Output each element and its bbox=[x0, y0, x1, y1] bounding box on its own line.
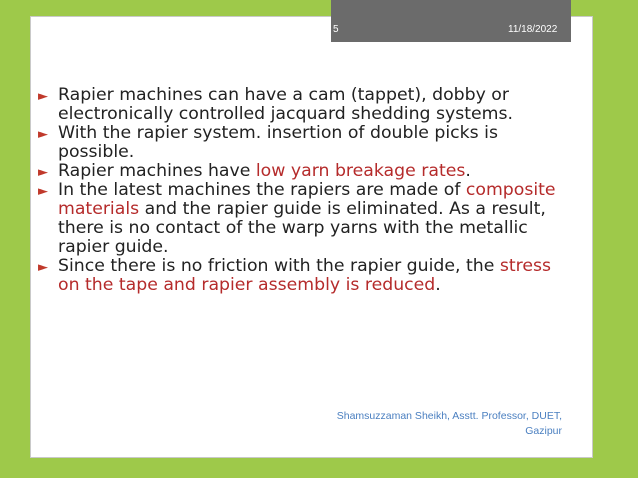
footer-line-2: Gazipur bbox=[525, 425, 562, 437]
header-bar bbox=[331, 0, 571, 42]
bullet-item bbox=[38, 181, 568, 257]
bullet-item bbox=[38, 124, 568, 162]
bullet-text: In the latest machines the rapiers are made of bbox=[58, 180, 466, 200]
bullet-arrow-icon: ► bbox=[38, 89, 48, 104]
bullet-arrow-icon: ► bbox=[38, 127, 48, 142]
bullet-item bbox=[38, 257, 568, 295]
highlight-text: stress on the tape and rapier assembly is reduced bbox=[58, 256, 551, 295]
slide-number: 5 bbox=[333, 24, 339, 35]
bullet-arrow-icon: ► bbox=[38, 184, 48, 199]
bullet-item bbox=[38, 86, 568, 124]
bullet-item bbox=[38, 162, 568, 181]
slide-date: 11/18/2022 bbox=[508, 24, 558, 35]
footer-line-1: Shamsuzzaman Sheikh, Asstt. Professor, DUET, bbox=[336, 410, 562, 422]
highlight-text: low yarn breakage rates bbox=[255, 161, 466, 181]
bullet-text: and the rapier guide is eliminated. As a result, there is no contact of the warp yarns with the metallic rapier guide. bbox=[58, 199, 546, 257]
bullet-arrow-icon: ► bbox=[38, 165, 48, 180]
bullet-text: Rapier machines can have a cam (tappet), dobby or electronically controlled jacquard shedding systems. bbox=[58, 85, 513, 124]
slide-content bbox=[38, 86, 568, 295]
bullet-text: Since there is no friction with the rapier guide, the bbox=[58, 256, 500, 276]
bullet-arrow-icon: ► bbox=[38, 260, 48, 275]
bullet-text: . bbox=[465, 161, 471, 181]
highlight-text: composite materials bbox=[58, 180, 556, 219]
bullet-text: With the rapier system. insertion of double picks is possible. bbox=[58, 123, 498, 162]
bullet-text: Rapier machines have bbox=[58, 161, 256, 181]
bullet-text: . bbox=[435, 275, 441, 295]
footer-credit bbox=[300, 409, 562, 439]
